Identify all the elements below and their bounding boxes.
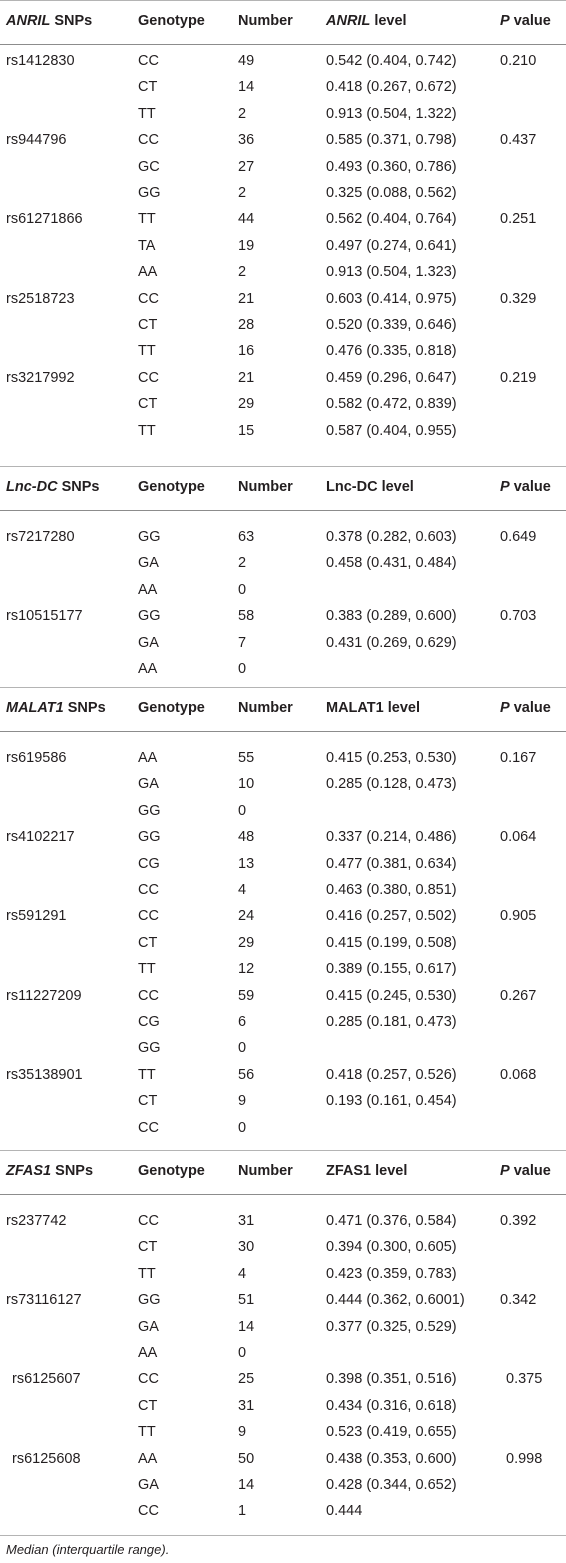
number-cell: 2	[238, 185, 247, 201]
genotype-column-header: Genotype	[138, 1163, 205, 1179]
genotype-cell: TT	[138, 423, 156, 439]
snp-column-header	[6, 699, 106, 717]
snp-id: rs4102217	[6, 829, 75, 845]
genotype-cell: CC	[138, 53, 159, 69]
level-cell: 0.418 (0.257, 0.526)	[326, 1067, 457, 1083]
genotype-cell: AA	[138, 582, 158, 598]
snp-column-header	[6, 1162, 93, 1180]
genotype-cell: CC	[138, 1503, 159, 1519]
level-cell: 0.471 (0.376, 0.584)	[326, 1213, 457, 1229]
genotype-cell: CC	[138, 908, 159, 924]
level-cell: 0.416 (0.257, 0.502)	[326, 908, 457, 924]
level-cell: 0.383 (0.289, 0.600)	[326, 608, 457, 624]
level-cell: 0.562 (0.404, 0.764)	[326, 211, 457, 227]
p-value-column-header	[500, 12, 551, 30]
level-column-header	[326, 12, 407, 30]
genotype-cell: GG	[138, 1292, 161, 1308]
level-cell: 0.476 (0.335, 0.818)	[326, 343, 457, 359]
snp-id: rs591291	[6, 908, 67, 924]
header-bottom-rule	[0, 731, 566, 732]
level-cell: 0.285 (0.181, 0.473)	[326, 1014, 457, 1030]
p-value-column-header	[500, 1162, 551, 1180]
genotype-cell: GG	[138, 185, 161, 201]
number-cell: 0	[238, 1345, 247, 1361]
number-cell: 4	[238, 1266, 247, 1282]
level-label: Lnc-DC level	[326, 479, 414, 495]
snp-id: rs2518723	[6, 291, 75, 307]
snp-id: rs11227209	[6, 988, 82, 1004]
gene-name: MALAT1	[6, 700, 64, 716]
number-cell: 55	[238, 750, 255, 766]
genotype-cell: CT	[138, 396, 158, 412]
p-value-cell: 0.210	[500, 53, 537, 69]
level-label: level	[370, 13, 407, 29]
p-value-cell: 0.342	[500, 1292, 537, 1308]
number-cell: 25	[238, 1371, 255, 1387]
level-cell: 0.493 (0.360, 0.786)	[326, 159, 457, 175]
p-value-label: value	[509, 13, 551, 29]
level-cell: 0.585 (0.371, 0.798)	[326, 132, 457, 148]
level-cell: 0.394 (0.300, 0.605)	[326, 1239, 457, 1255]
header-bottom-rule	[0, 44, 566, 45]
genotype-cell: CC	[138, 370, 159, 386]
level-cell: 0.428 (0.344, 0.652)	[326, 1477, 457, 1493]
number-cell: 6	[238, 1014, 247, 1030]
snp-id: rs61271866	[6, 211, 83, 227]
table-footnote: Median (interquartile range).	[6, 1542, 170, 1557]
snp-id: rs3217992	[6, 370, 75, 386]
genotype-cell: AA	[138, 264, 158, 280]
snp-id: rs1412830	[6, 53, 75, 69]
genotype-cell: GG	[138, 529, 161, 545]
p-value-label: value	[509, 479, 551, 495]
number-cell: 51	[238, 1292, 255, 1308]
number-cell: 13	[238, 856, 255, 872]
genotype-cell: GG	[138, 803, 161, 819]
level-cell: 0.415 (0.253, 0.530)	[326, 750, 457, 766]
snp-id: rs619586	[6, 750, 67, 766]
genotype-cell: GA	[138, 1477, 159, 1493]
level-cell: 0.582 (0.472, 0.839)	[326, 396, 457, 412]
header-bottom-rule	[0, 510, 566, 511]
p-value-cell: 0.329	[500, 291, 537, 307]
genotype-cell: CT	[138, 1093, 158, 1109]
p-value-label: value	[509, 1163, 551, 1179]
snp-id: rs10515177	[6, 608, 83, 624]
number-column-header: Number	[238, 700, 293, 716]
number-cell: 24	[238, 908, 255, 924]
number-cell: 12	[238, 961, 255, 977]
level-cell: 0.193 (0.161, 0.454)	[326, 1093, 457, 1109]
number-cell: 50	[238, 1451, 255, 1467]
genotype-cell: GG	[138, 1040, 161, 1056]
level-cell: 0.389 (0.155, 0.617)	[326, 961, 457, 977]
genotype-cell: GA	[138, 776, 159, 792]
genotype-cell: TT	[138, 343, 156, 359]
number-cell: 16	[238, 343, 255, 359]
p-value-cell: 0.703	[500, 608, 537, 624]
genotype-cell: AA	[138, 1451, 158, 1467]
level-cell: 0.913 (0.504, 1.323)	[326, 264, 457, 280]
level-cell: 0.377 (0.325, 0.529)	[326, 1319, 457, 1335]
genotype-cell: AA	[138, 1345, 158, 1361]
genotype-cell: CC	[138, 988, 159, 1004]
genotype-cell: TT	[138, 1424, 156, 1440]
p-value-cell: 0.251	[500, 211, 537, 227]
level-cell: 0.497 (0.274, 0.641)	[326, 238, 457, 254]
number-cell: 14	[238, 1477, 255, 1493]
section-top-rule	[0, 1150, 566, 1151]
genotype-cell: GA	[138, 555, 159, 571]
level-cell: 0.520 (0.339, 0.646)	[326, 317, 457, 333]
number-cell: 19	[238, 238, 255, 254]
level-cell: 0.444	[326, 1503, 363, 1519]
genotype-cell: GC	[138, 159, 160, 175]
level-cell: 0.434 (0.316, 0.618)	[326, 1398, 457, 1414]
gene-name: ANRIL	[6, 13, 51, 29]
genotype-cell: CC	[138, 291, 159, 307]
header-bottom-rule	[0, 1194, 566, 1195]
section-top-rule	[0, 0, 566, 1]
genotype-cell: CC	[138, 1213, 159, 1229]
genotype-cell: CT	[138, 317, 158, 333]
genotype-cell: AA	[138, 750, 158, 766]
snp-id: rs237742	[6, 1213, 67, 1229]
number-cell: 27	[238, 159, 255, 175]
genotype-cell: CC	[138, 1120, 159, 1136]
p-value-cell: 0.267	[500, 988, 537, 1004]
number-cell: 2	[238, 106, 247, 122]
number-cell: 1	[238, 1503, 247, 1519]
number-cell: 49	[238, 53, 255, 69]
gene-name: ZFAS1	[6, 1163, 52, 1179]
genotype-cell: TT	[138, 106, 156, 122]
genotype-cell: TT	[138, 1067, 156, 1083]
genotype-cell: GA	[138, 1319, 159, 1335]
number-cell: 7	[238, 635, 247, 651]
level-cell: 0.431 (0.269, 0.629)	[326, 635, 457, 651]
snps-label: SNPs	[50, 13, 93, 29]
level-label: ZFAS1 level	[326, 1163, 408, 1179]
number-cell: 4	[238, 882, 247, 898]
level-cell: 0.542 (0.404, 0.742)	[326, 53, 457, 69]
number-cell: 21	[238, 370, 255, 386]
genotype-cell: CT	[138, 935, 158, 951]
number-cell: 0	[238, 1040, 247, 1056]
genotype-cell: TT	[138, 1266, 156, 1282]
p-value-column-header	[500, 478, 551, 496]
snp-id: rs7217280	[6, 529, 75, 545]
snps-label: SNPs	[63, 700, 106, 716]
level-cell: 0.423 (0.359, 0.783)	[326, 1266, 457, 1282]
number-cell: 10	[238, 776, 255, 792]
number-cell: 2	[238, 264, 247, 280]
number-cell: 14	[238, 79, 255, 95]
number-column-header: Number	[238, 479, 293, 495]
level-cell: 0.444 (0.362, 0.6001)	[326, 1292, 465, 1308]
number-cell: 0	[238, 582, 247, 598]
genotype-column-header: Genotype	[138, 13, 205, 29]
p-value-cell: 0.392	[500, 1213, 537, 1229]
snps-label: SNPs	[57, 479, 100, 495]
genotype-cell: GG	[138, 608, 161, 624]
genotype-cell: CT	[138, 79, 158, 95]
genotype-cell: TT	[138, 211, 156, 227]
number-column-header: Number	[238, 1163, 293, 1179]
genotype-cell: TA	[138, 238, 156, 254]
p-value-cell: 0.998	[506, 1451, 543, 1467]
snp-id: rs6125608	[12, 1451, 81, 1467]
table-bottom-rule	[0, 1535, 566, 1536]
genotype-column-header: Genotype	[138, 700, 205, 716]
p-value-cell: 0.068	[500, 1067, 537, 1083]
p-value-cell: 0.437	[500, 132, 537, 148]
snp-column-header	[6, 12, 92, 30]
number-cell: 9	[238, 1093, 247, 1109]
level-cell: 0.415 (0.245, 0.530)	[326, 988, 457, 1004]
number-cell: 0	[238, 1120, 247, 1136]
number-cell: 59	[238, 988, 255, 1004]
level-cell: 0.438 (0.353, 0.600)	[326, 1451, 457, 1467]
number-cell: 14	[238, 1319, 255, 1335]
number-cell: 9	[238, 1424, 247, 1440]
level-cell: 0.523 (0.419, 0.655)	[326, 1424, 457, 1440]
genotype-column-header: Genotype	[138, 479, 205, 495]
level-column-header	[326, 1162, 407, 1180]
level-cell: 0.477 (0.381, 0.634)	[326, 856, 457, 872]
level-cell: 0.458 (0.431, 0.484)	[326, 555, 457, 571]
genotype-cell: CG	[138, 856, 160, 872]
section-top-rule	[0, 687, 566, 688]
p-value-cell: 0.219	[500, 370, 537, 386]
genotype-cell: CC	[138, 132, 159, 148]
snp-id: rs6125607	[12, 1371, 81, 1387]
section-top-rule	[0, 466, 566, 467]
number-cell: 36	[238, 132, 255, 148]
gene-name: Lnc-DC	[6, 479, 58, 495]
level-cell: 0.418 (0.267, 0.672)	[326, 79, 457, 95]
number-cell: 2	[238, 555, 247, 571]
level-cell: 0.603 (0.414, 0.975)	[326, 291, 457, 307]
number-cell: 63	[238, 529, 255, 545]
number-cell: 44	[238, 211, 255, 227]
p-value-label: value	[509, 700, 551, 716]
level-cell: 0.459 (0.296, 0.647)	[326, 370, 457, 386]
snp-column-header	[6, 478, 99, 496]
level-cell: 0.398 (0.351, 0.516)	[326, 1371, 457, 1387]
number-cell: 31	[238, 1213, 255, 1229]
p-letter: P	[500, 479, 510, 495]
level-cell: 0.337 (0.214, 0.486)	[326, 829, 457, 845]
number-cell: 58	[238, 608, 255, 624]
snp-id: rs944796	[6, 132, 67, 148]
level-cell: 0.463 (0.380, 0.851)	[326, 882, 457, 898]
number-cell: 56	[238, 1067, 255, 1083]
p-value-cell: 0.375	[506, 1371, 543, 1387]
number-cell: 15	[238, 423, 255, 439]
genotype-cell: GA	[138, 635, 159, 651]
genotype-cell: GG	[138, 829, 161, 845]
genotype-cell: CG	[138, 1014, 160, 1030]
snp-id: rs35138901	[6, 1067, 83, 1083]
p-value-column-header	[500, 699, 551, 717]
snps-label: SNPs	[51, 1163, 94, 1179]
snp-id: rs73116127	[6, 1292, 82, 1308]
level-column-header	[326, 478, 414, 496]
p-letter: P	[500, 13, 510, 29]
number-cell: 0	[238, 661, 247, 677]
genotype-cell: TT	[138, 961, 156, 977]
number-cell: 29	[238, 935, 255, 951]
number-cell: 30	[238, 1239, 255, 1255]
p-value-cell: 0.649	[500, 529, 537, 545]
genotype-cell: CC	[138, 882, 159, 898]
p-letter: P	[500, 700, 510, 716]
number-cell: 0	[238, 803, 247, 819]
number-cell: 28	[238, 317, 255, 333]
genotype-cell: CT	[138, 1398, 158, 1414]
level-cell: 0.587 (0.404, 0.955)	[326, 423, 457, 439]
genotype-cell: AA	[138, 661, 158, 677]
number-cell: 29	[238, 396, 255, 412]
level-gene-name: ANRIL	[326, 13, 371, 29]
number-column-header: Number	[238, 13, 293, 29]
p-value-cell: 0.064	[500, 829, 537, 845]
level-label: MALAT1 level	[326, 700, 421, 716]
number-cell: 31	[238, 1398, 255, 1414]
level-column-header	[326, 699, 420, 717]
level-cell: 0.913 (0.504, 1.322)	[326, 106, 457, 122]
level-cell: 0.378 (0.282, 0.603)	[326, 529, 457, 545]
number-cell: 48	[238, 829, 255, 845]
level-cell: 0.415 (0.199, 0.508)	[326, 935, 457, 951]
genotype-cell: CC	[138, 1371, 159, 1387]
p-value-cell: 0.905	[500, 908, 537, 924]
p-letter: P	[500, 1163, 510, 1179]
level-cell: 0.325 (0.088, 0.562)	[326, 185, 457, 201]
p-value-cell: 0.167	[500, 750, 537, 766]
number-cell: 21	[238, 291, 255, 307]
level-cell: 0.285 (0.128, 0.473)	[326, 776, 457, 792]
genotype-cell: CT	[138, 1239, 158, 1255]
